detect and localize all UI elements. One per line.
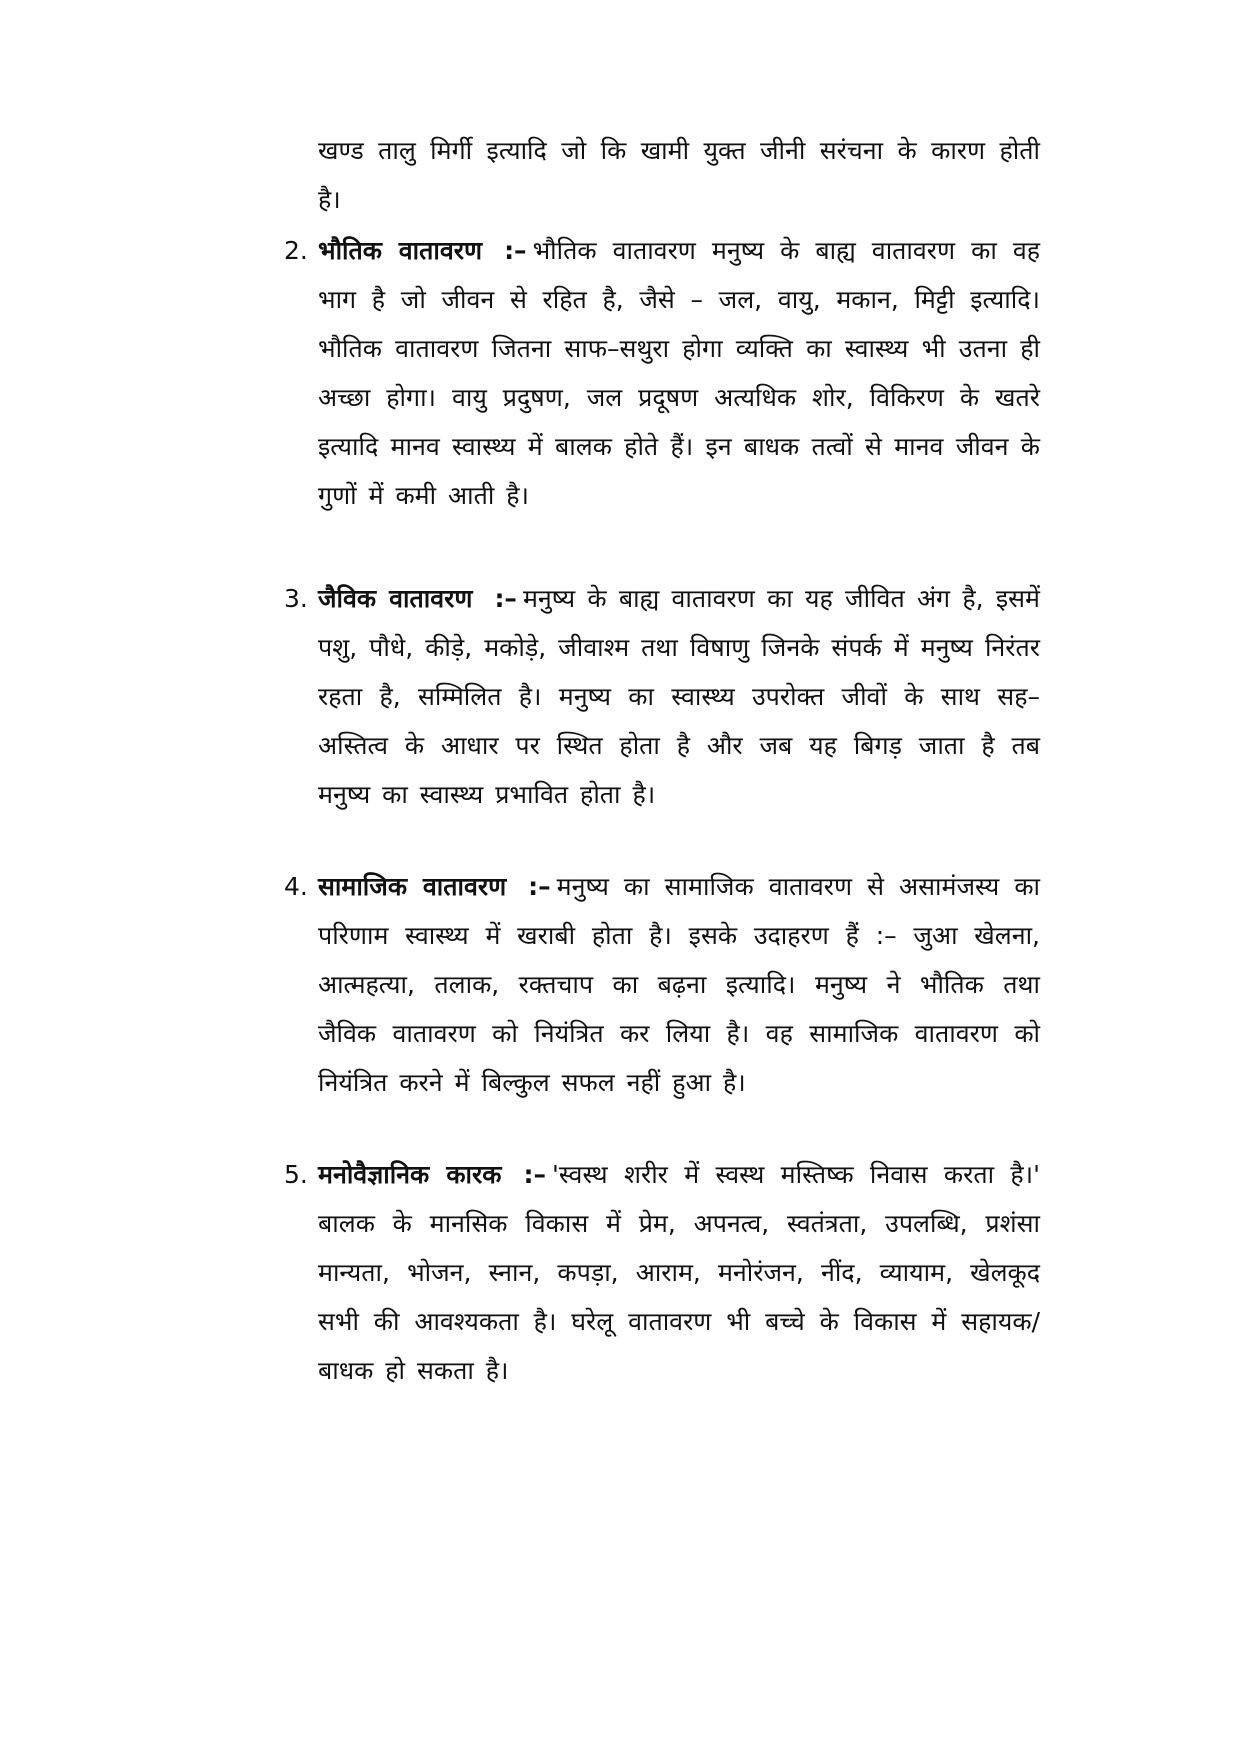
item-separator-5: :– — [523, 1160, 546, 1189]
item-body-2: भौतिक वातावरण मनुष्य के बाह्य वातावरण का वह भाग है जो जीवन से रहित है, जैसे – जल, वायु, मकान, मिट्टी इत्यादि। भौतिक वातावरण जितना साफ–सथुरा होगा व्यक्ति का स्वास्थ्य भी उतना ही अच्छा होगा। वायु प्रदुषण, जल प्रदूषण अत्यधिक शोर, विकिरण के खतरे इत्यादि मानव स्वास्थ्य में बालक होते हैं। इन बाधक तत्वों से मानव जीवन के गुणों में कमी आती है। — [318, 236, 1040, 510]
item-body-4: मनुष्य का सामाजिक वातावरण से असामंजस्य का परिणाम स्वास्थ्य में खराबी होता है। इसके उदाहरण हैं :– जुआ खेलना, आत्महत्या, तलाक, रक्तचाप का बढ़ना इत्यादि। मनुष्य ने भौतिक तथा जैविक वातावरण को नियंत्रित कर लिया है। वह सामाजिक वातावरण को नियंत्रित करने में बिल्कुल सफल नहीं हुआ है। — [318, 872, 1040, 1097]
item-separator-2: :– — [504, 236, 527, 265]
item-number-4: 4. — [284, 872, 308, 901]
item-separator-4: :– — [528, 872, 551, 901]
intro-paragraph — [318, 126, 1040, 224]
item-heading-3: जैविक वातावरण — [318, 584, 473, 613]
item-number-3: 3. — [284, 584, 308, 613]
item-heading-4: सामाजिक वातावरण — [318, 872, 507, 901]
item-heading-5: मनोवैज्ञानिक कारक — [318, 1160, 502, 1189]
item-number-2: 2. — [284, 236, 308, 265]
item-paragraph-3 — [318, 574, 1040, 819]
item-paragraph-4 — [318, 862, 1040, 1107]
item-paragraph-5 — [318, 1150, 1040, 1395]
item-heading-2: भौतिक वातावरण — [318, 236, 483, 265]
item-body-3: मनुष्य के बाह्य वातावरण का यह जीवित अंग है, इसमें पशु, पौधे, कीड़े, मकोड़े, जीवाश्म तथा विषाणु जिनके संपर्क में मनुष्य निरंतर रहता है, सम्मिलित है। मनुष्य का स्वास्थ्य उपरोक्त जीवों के साथ सह–अस्तित्व के आधार पर स्थित होता है और जब यह बिगड़ जाता है तब मनुष्य का स्वास्थ्य प्रभावित होता है। — [318, 584, 1040, 809]
item-paragraph-2 — [318, 226, 1040, 520]
item-separator-3: :– — [494, 584, 517, 613]
item-body-5: 'स्वस्थ शरीर में स्वस्थ मस्तिष्क निवास करता है।' बालक के मानसिक विकास में प्रेम, अपनत्व, स्वतंत्रता, उपलब्धि, प्रशंसा मान्यता, भोजन, स्नान, कपड़ा, आराम, मनोरंजन, नींद, व्यायाम, खेलकूद सभी की आवश्यकता है। घरेलू वातावरण भी बच्चे के विकास में सहायक/ बाधक हो सकता है। — [318, 1160, 1040, 1385]
item-number-5: 5. — [284, 1160, 308, 1189]
intro-text: खण्ड तालु मिर्गी इत्यादि जो कि खामी युक्त जीनी सरंचना के कारण होती है। — [318, 136, 1040, 214]
